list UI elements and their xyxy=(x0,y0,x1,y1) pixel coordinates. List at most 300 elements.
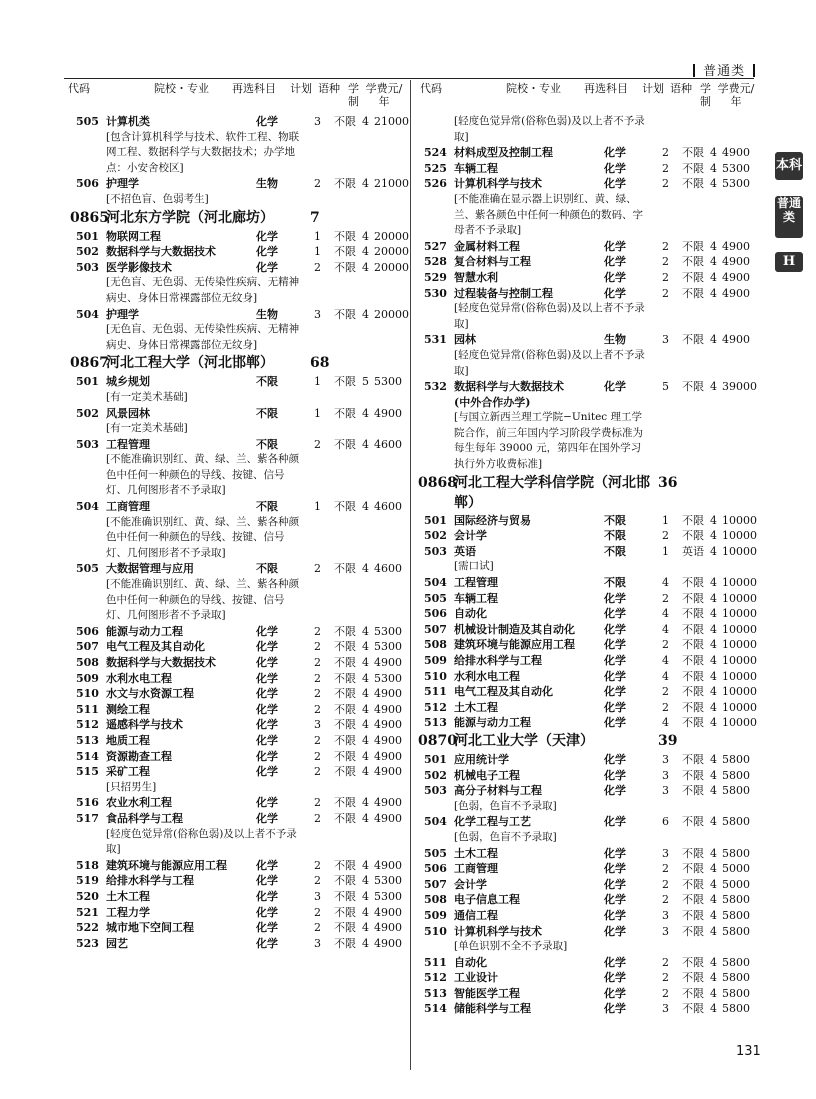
major-years: 4 xyxy=(362,858,369,872)
major-years: 4 xyxy=(710,1002,717,1016)
major-code: 516 xyxy=(76,796,99,810)
table-row xyxy=(424,544,764,560)
major-name: 应用统计学 xyxy=(454,752,509,766)
major-name: 计算机类 xyxy=(106,115,150,128)
major-name: 储能科学与工程 xyxy=(454,1002,531,1016)
table-row xyxy=(424,861,764,877)
major-years: 4 xyxy=(710,877,717,891)
major-code: 509 xyxy=(76,671,99,685)
major-subject: 化学 xyxy=(256,765,278,779)
major-years: 4 xyxy=(710,768,717,782)
major-name: 给排水科学与工程 xyxy=(106,874,194,888)
major-name: 农业水利工程 xyxy=(106,796,172,810)
major-subject: 化学 xyxy=(256,260,278,274)
major-note: [不能准确识别红、黄、绿、兰、紫各种颜色中任何一种颜色的导线、按键、信号灯、几何图形者不予录取] xyxy=(106,578,300,622)
major-code: 505 xyxy=(424,846,447,860)
table-row xyxy=(424,606,764,622)
major-note: [单色识别不全不予录取] xyxy=(454,940,568,953)
major-code: 528 xyxy=(424,255,447,269)
table-row xyxy=(76,764,416,780)
major-plan: 2 xyxy=(662,529,669,543)
major-language: 不限 xyxy=(682,815,704,829)
major-plan: 1 xyxy=(314,229,321,243)
table-row xyxy=(76,176,416,192)
major-plan: 2 xyxy=(662,286,669,300)
major-years: 4 xyxy=(710,177,717,191)
major-subject: 化学 xyxy=(256,733,278,747)
major-note-extra: (中外合作办学) xyxy=(454,395,531,409)
major-language: 不限 xyxy=(682,255,704,269)
table-row xyxy=(424,700,764,716)
major-code: 524 xyxy=(424,146,447,160)
major-years: 4 xyxy=(362,889,369,903)
header-language: 语种 xyxy=(670,82,692,95)
major-code: 513 xyxy=(424,716,447,730)
major-plan: 4 xyxy=(662,607,669,621)
table-row xyxy=(424,145,764,161)
major-years: 4 xyxy=(362,562,369,576)
major-subject: 化学 xyxy=(604,924,626,938)
major-plan: 3 xyxy=(662,333,669,347)
table-row xyxy=(76,795,416,811)
major-plan: 2 xyxy=(314,624,321,638)
category-bar-right xyxy=(753,64,755,77)
major-name: 计算机科学与技术 xyxy=(454,177,542,191)
major-code: 527 xyxy=(424,239,447,253)
major-subject: 化学 xyxy=(256,229,278,243)
major-plan: 2 xyxy=(314,177,321,191)
major-fee: 10000 xyxy=(722,622,757,636)
major-name: 遥感科学与技术 xyxy=(106,718,183,732)
major-code: 508 xyxy=(76,656,99,669)
major-subject: 化学 xyxy=(604,607,626,621)
major-years: 4 xyxy=(710,255,717,269)
major-plan: 2 xyxy=(314,796,321,810)
major-language: 不限 xyxy=(334,921,356,935)
major-years: 4 xyxy=(710,654,717,667)
major-plan: 2 xyxy=(662,971,669,985)
major-plan: 2 xyxy=(314,437,321,451)
header-subject: 再选科目 xyxy=(232,82,276,95)
major-plan: 2 xyxy=(314,749,321,763)
table-row xyxy=(76,499,416,515)
major-name: 测绘工程 xyxy=(106,702,150,716)
major-plan: 2 xyxy=(314,921,321,935)
header-plan: 计划 xyxy=(642,82,664,95)
major-fee: 5800 xyxy=(722,768,750,782)
major-language: 不限 xyxy=(682,752,704,766)
major-subject: 化学 xyxy=(604,654,626,667)
major-plan: 4 xyxy=(662,622,669,636)
major-plan: 3 xyxy=(662,1002,669,1016)
major-name: 英语 xyxy=(454,544,476,558)
major-years: 4 xyxy=(710,815,717,829)
major-note: [无色盲、无色弱、无传染性疾病、无精神病史、身体日常裸露部位无纹身] xyxy=(106,276,300,304)
major-fee: 5800 xyxy=(722,784,750,798)
major-subject: 化学 xyxy=(256,811,278,825)
table-row xyxy=(76,229,416,245)
major-code: 511 xyxy=(424,685,447,699)
major-years: 4 xyxy=(710,622,717,636)
major-years: 5 xyxy=(362,375,369,389)
major-subject: 生物 xyxy=(604,333,626,347)
major-name: 金属材料工程 xyxy=(454,239,520,253)
major-name: 水文与水资源工程 xyxy=(106,687,194,701)
major-subject: 化学 xyxy=(256,624,278,638)
major-years: 4 xyxy=(362,229,369,243)
major-plan: 2 xyxy=(314,733,321,747)
major-plan: 1 xyxy=(314,406,321,420)
school-code: 0870 xyxy=(418,732,457,749)
major-plan: 2 xyxy=(662,177,669,191)
major-language: 不限 xyxy=(334,733,356,747)
table-row xyxy=(424,1001,764,1017)
major-code: 531 xyxy=(424,333,447,347)
major-language: 不限 xyxy=(334,229,356,243)
major-plan: 2 xyxy=(662,239,669,253)
major-name: 工程力学 xyxy=(106,905,150,919)
major-name: 工业设计 xyxy=(454,971,498,985)
major-code: 504 xyxy=(76,500,99,514)
major-plan: 2 xyxy=(314,687,321,701)
table-row xyxy=(424,653,764,669)
major-name: 能源与动力工程 xyxy=(106,624,183,638)
header-school-major: 院校・专业 xyxy=(154,82,209,95)
major-fee: 5800 xyxy=(722,893,750,907)
major-name: 材料成型及控制工程 xyxy=(454,146,553,160)
major-subject: 化学 xyxy=(604,638,626,652)
major-name: 会计学 xyxy=(454,529,487,543)
major-plan: 2 xyxy=(662,161,669,175)
major-name: 土木工程 xyxy=(106,889,150,903)
major-years: 4 xyxy=(710,529,717,543)
major-subject: 化学 xyxy=(256,687,278,701)
header-subject: 再选科目 xyxy=(584,82,628,95)
table-row xyxy=(76,437,416,453)
table-row xyxy=(76,873,416,889)
major-code: 503 xyxy=(424,784,447,798)
major-fee: 10000 xyxy=(722,685,757,699)
major-years: 4 xyxy=(710,333,717,347)
table-row xyxy=(424,286,764,302)
major-language: 不限 xyxy=(682,622,704,636)
major-fee: 4900 xyxy=(374,733,402,747)
major-name: 建筑环境与能源应用工程 xyxy=(454,638,575,652)
major-years: 4 xyxy=(362,671,369,685)
major-language: 不限 xyxy=(334,437,356,451)
major-name: 计算机科学与技术 xyxy=(454,924,542,938)
major-fee: 10000 xyxy=(722,638,757,652)
major-years: 4 xyxy=(710,784,717,798)
major-plan: 2 xyxy=(314,905,321,919)
major-fee: 5300 xyxy=(722,161,750,175)
major-fee: 4900 xyxy=(374,905,402,919)
major-name: 工程管理 xyxy=(106,437,150,451)
major-fee: 4900 xyxy=(374,811,402,825)
major-fee: 4900 xyxy=(722,239,750,253)
table-row xyxy=(76,936,416,952)
table-row xyxy=(76,811,416,827)
major-name: 园林 xyxy=(454,333,476,347)
major-fee: 4900 xyxy=(722,146,750,160)
major-code: 525 xyxy=(424,161,447,175)
major-plan: 3 xyxy=(314,889,321,903)
major-years: 4 xyxy=(710,716,717,730)
major-plan: 2 xyxy=(662,955,669,969)
major-years: 4 xyxy=(362,765,369,779)
major-note: [轻度色觉异常(俗称色弱)及以上者不予录取] xyxy=(106,827,297,856)
major-years: 4 xyxy=(362,245,369,259)
major-code: 504 xyxy=(76,307,99,321)
major-subject: 化学 xyxy=(604,700,626,714)
major-plan: 2 xyxy=(314,702,321,716)
major-fee: 10000 xyxy=(722,716,757,730)
major-language: 不限 xyxy=(334,375,356,389)
major-fee: 5800 xyxy=(722,908,750,922)
major-subject: 化学 xyxy=(256,115,278,128)
major-language: 不限 xyxy=(682,286,704,300)
major-language: 不限 xyxy=(682,893,704,907)
major-plan: 2 xyxy=(662,700,669,714)
major-plan: 1 xyxy=(662,544,669,558)
major-subject: 化学 xyxy=(604,908,626,922)
major-subject: 化学 xyxy=(604,685,626,699)
major-code: 513 xyxy=(76,733,99,747)
major-name: 工程管理 xyxy=(454,576,498,590)
table-row xyxy=(424,846,764,862)
major-subject: 化学 xyxy=(256,874,278,888)
major-fee: 10000 xyxy=(722,513,757,527)
major-code: 513 xyxy=(424,986,447,1000)
major-name: 护理学 xyxy=(106,177,139,191)
major-language: 不限 xyxy=(682,576,704,590)
major-subject: 化学 xyxy=(604,270,626,284)
table-row xyxy=(424,877,764,893)
table-row xyxy=(76,749,416,765)
major-plan: 3 xyxy=(662,784,669,798)
table-row xyxy=(76,702,416,718)
major-code: 504 xyxy=(424,576,447,590)
header-years: 学制 xyxy=(348,82,359,108)
major-code: 529 xyxy=(424,270,447,284)
major-code: 506 xyxy=(424,862,447,876)
major-code: 502 xyxy=(76,245,99,259)
major-name: 化学工程与工艺 xyxy=(454,815,531,829)
school-name: 河北工程大学（河北邯郸） xyxy=(106,355,274,372)
major-language: 不限 xyxy=(682,239,704,253)
major-subject: 化学 xyxy=(604,768,626,782)
header-code: 代码 xyxy=(420,82,442,95)
major-plan: 2 xyxy=(662,862,669,876)
table-row xyxy=(76,406,416,422)
major-code: 512 xyxy=(424,971,447,985)
major-name: 车辆工程 xyxy=(454,161,498,175)
major-note: [色弱，色盲不予录取] xyxy=(454,830,557,843)
major-language: 不限 xyxy=(334,640,356,654)
major-name: 土木工程 xyxy=(454,846,498,860)
table-row xyxy=(424,513,764,529)
major-name: 自动化 xyxy=(454,607,487,621)
major-name: 高分子材料与工程 xyxy=(454,784,542,798)
major-fee: 4900 xyxy=(374,749,402,763)
major-years: 4 xyxy=(710,591,717,605)
major-subject: 化学 xyxy=(256,936,278,950)
major-fee: 4600 xyxy=(374,500,402,514)
table-row xyxy=(76,733,416,749)
major-fee: 5000 xyxy=(722,877,750,891)
major-plan: 2 xyxy=(314,562,321,576)
major-years: 4 xyxy=(362,624,369,638)
major-subject: 生物 xyxy=(256,177,278,191)
major-name: 工商管理 xyxy=(106,500,150,514)
major-years: 4 xyxy=(710,955,717,969)
major-language: 不限 xyxy=(682,846,704,860)
major-years: 4 xyxy=(362,177,369,191)
table-row xyxy=(424,239,764,255)
major-name: 电子信息工程 xyxy=(454,893,520,907)
major-language: 不限 xyxy=(682,924,704,938)
major-years: 4 xyxy=(362,796,369,810)
major-years: 4 xyxy=(710,669,717,683)
major-code: 503 xyxy=(76,437,99,451)
major-language: 不限 xyxy=(682,955,704,969)
table-row xyxy=(76,374,416,390)
major-years: 4 xyxy=(710,893,717,907)
major-years: 4 xyxy=(710,513,717,527)
major-name: 水利水电工程 xyxy=(454,669,520,683)
major-years: 4 xyxy=(710,607,717,621)
major-code: 503 xyxy=(424,544,447,558)
right-column xyxy=(418,114,764,1017)
major-years: 4 xyxy=(362,115,369,128)
table-row xyxy=(424,892,764,908)
major-note: [轻度色觉异常(俗称色弱)及以上者不予录取] xyxy=(454,115,645,143)
major-fee: 4900 xyxy=(722,255,750,269)
major-plan: 1 xyxy=(314,500,321,514)
major-plan: 4 xyxy=(662,654,669,667)
major-fee: 5800 xyxy=(722,955,750,969)
major-fee: 4900 xyxy=(374,796,402,810)
major-code: 508 xyxy=(424,638,447,652)
table-row xyxy=(76,686,416,702)
major-subject: 化学 xyxy=(604,955,626,969)
major-plan: 2 xyxy=(662,270,669,284)
major-years: 4 xyxy=(362,921,369,935)
major-code: 501 xyxy=(424,752,447,766)
major-fee: 5000 xyxy=(722,862,750,876)
major-years: 4 xyxy=(710,685,717,699)
major-years: 4 xyxy=(362,500,369,514)
major-fee: 5300 xyxy=(374,640,402,654)
major-subject: 化学 xyxy=(604,815,626,829)
header-fee: 学费元/年 xyxy=(365,82,403,108)
major-name: 数据科学与大数据技术 xyxy=(106,656,216,669)
major-subject: 化学 xyxy=(256,702,278,716)
major-code: 530 xyxy=(424,286,447,300)
table-row xyxy=(424,908,764,924)
major-name: 资源勘查工程 xyxy=(106,749,172,763)
major-subject: 化学 xyxy=(604,622,626,636)
major-code: 515 xyxy=(76,765,99,779)
major-language: 不限 xyxy=(682,654,704,667)
major-name: 会计学 xyxy=(454,877,487,891)
category-bar-left xyxy=(693,64,695,77)
major-code: 519 xyxy=(76,874,99,888)
major-subject: 不限 xyxy=(604,544,626,558)
table-row xyxy=(424,814,764,830)
major-fee: 20000 xyxy=(374,229,409,243)
major-name: 数据科学与大数据技术 xyxy=(106,245,216,259)
major-language: 不限 xyxy=(334,702,356,716)
major-language: 不限 xyxy=(682,591,704,605)
major-years: 4 xyxy=(362,905,369,919)
major-language: 不限 xyxy=(334,936,356,950)
major-years: 4 xyxy=(362,936,369,950)
major-plan: 2 xyxy=(314,811,321,825)
major-language: 不限 xyxy=(682,607,704,621)
major-code: 505 xyxy=(424,591,447,605)
major-plan: 2 xyxy=(314,671,321,685)
major-name: 医学影像技术 xyxy=(106,260,172,274)
major-name: 电气工程及其自动化 xyxy=(454,685,553,699)
major-name: 园艺 xyxy=(106,936,128,950)
major-subject: 化学 xyxy=(604,286,626,300)
major-code: 521 xyxy=(76,905,99,919)
major-note: [需口试] xyxy=(454,560,494,573)
table-row xyxy=(76,561,416,577)
major-name: 风景园林 xyxy=(106,406,150,420)
school-header xyxy=(418,731,764,752)
page-number: 131 xyxy=(736,1044,761,1059)
school-header xyxy=(418,473,764,513)
major-fee: 4900 xyxy=(722,270,750,284)
major-code: 504 xyxy=(424,815,447,829)
table-row xyxy=(76,244,416,260)
major-fee: 20000 xyxy=(374,245,409,259)
major-note: [有一定美术基础] xyxy=(106,390,188,403)
major-name: 城乡规划 xyxy=(106,375,150,389)
major-name: 采矿工程 xyxy=(106,765,150,779)
major-subject: 化学 xyxy=(604,862,626,876)
major-fee: 5300 xyxy=(374,624,402,638)
major-language: 不限 xyxy=(682,513,704,527)
major-fee: 5300 xyxy=(374,671,402,685)
major-language: 不限 xyxy=(682,638,704,652)
major-years: 4 xyxy=(710,239,717,253)
side-tab-undergrad: 本科 xyxy=(775,152,803,180)
major-language: 不限 xyxy=(334,765,356,779)
major-note: [不能准确识别红、黄、绿、兰、紫各种颜色中任何一种颜色的导线、按键、信号灯、几何图形者不予录取] xyxy=(106,515,300,559)
major-plan: 2 xyxy=(662,877,669,891)
major-language: 不限 xyxy=(334,874,356,888)
major-plan: 3 xyxy=(662,846,669,860)
major-subject: 不限 xyxy=(256,406,278,420)
major-subject: 化学 xyxy=(604,1002,626,1016)
table-row xyxy=(424,752,764,768)
major-name: 通信工程 xyxy=(454,908,498,922)
major-language: 不限 xyxy=(682,768,704,782)
major-subject: 化学 xyxy=(604,591,626,605)
major-subject: 化学 xyxy=(604,177,626,191)
major-name: 给排水科学与工程 xyxy=(454,654,542,667)
major-language: 不限 xyxy=(682,270,704,284)
major-name: 机械设计制造及其自动化 xyxy=(454,622,575,636)
major-name: 土木工程 xyxy=(454,700,498,714)
major-subject: 化学 xyxy=(604,239,626,253)
major-plan: 3 xyxy=(662,768,669,782)
major-code: 518 xyxy=(76,858,99,872)
header-years: 学制 xyxy=(700,82,711,108)
